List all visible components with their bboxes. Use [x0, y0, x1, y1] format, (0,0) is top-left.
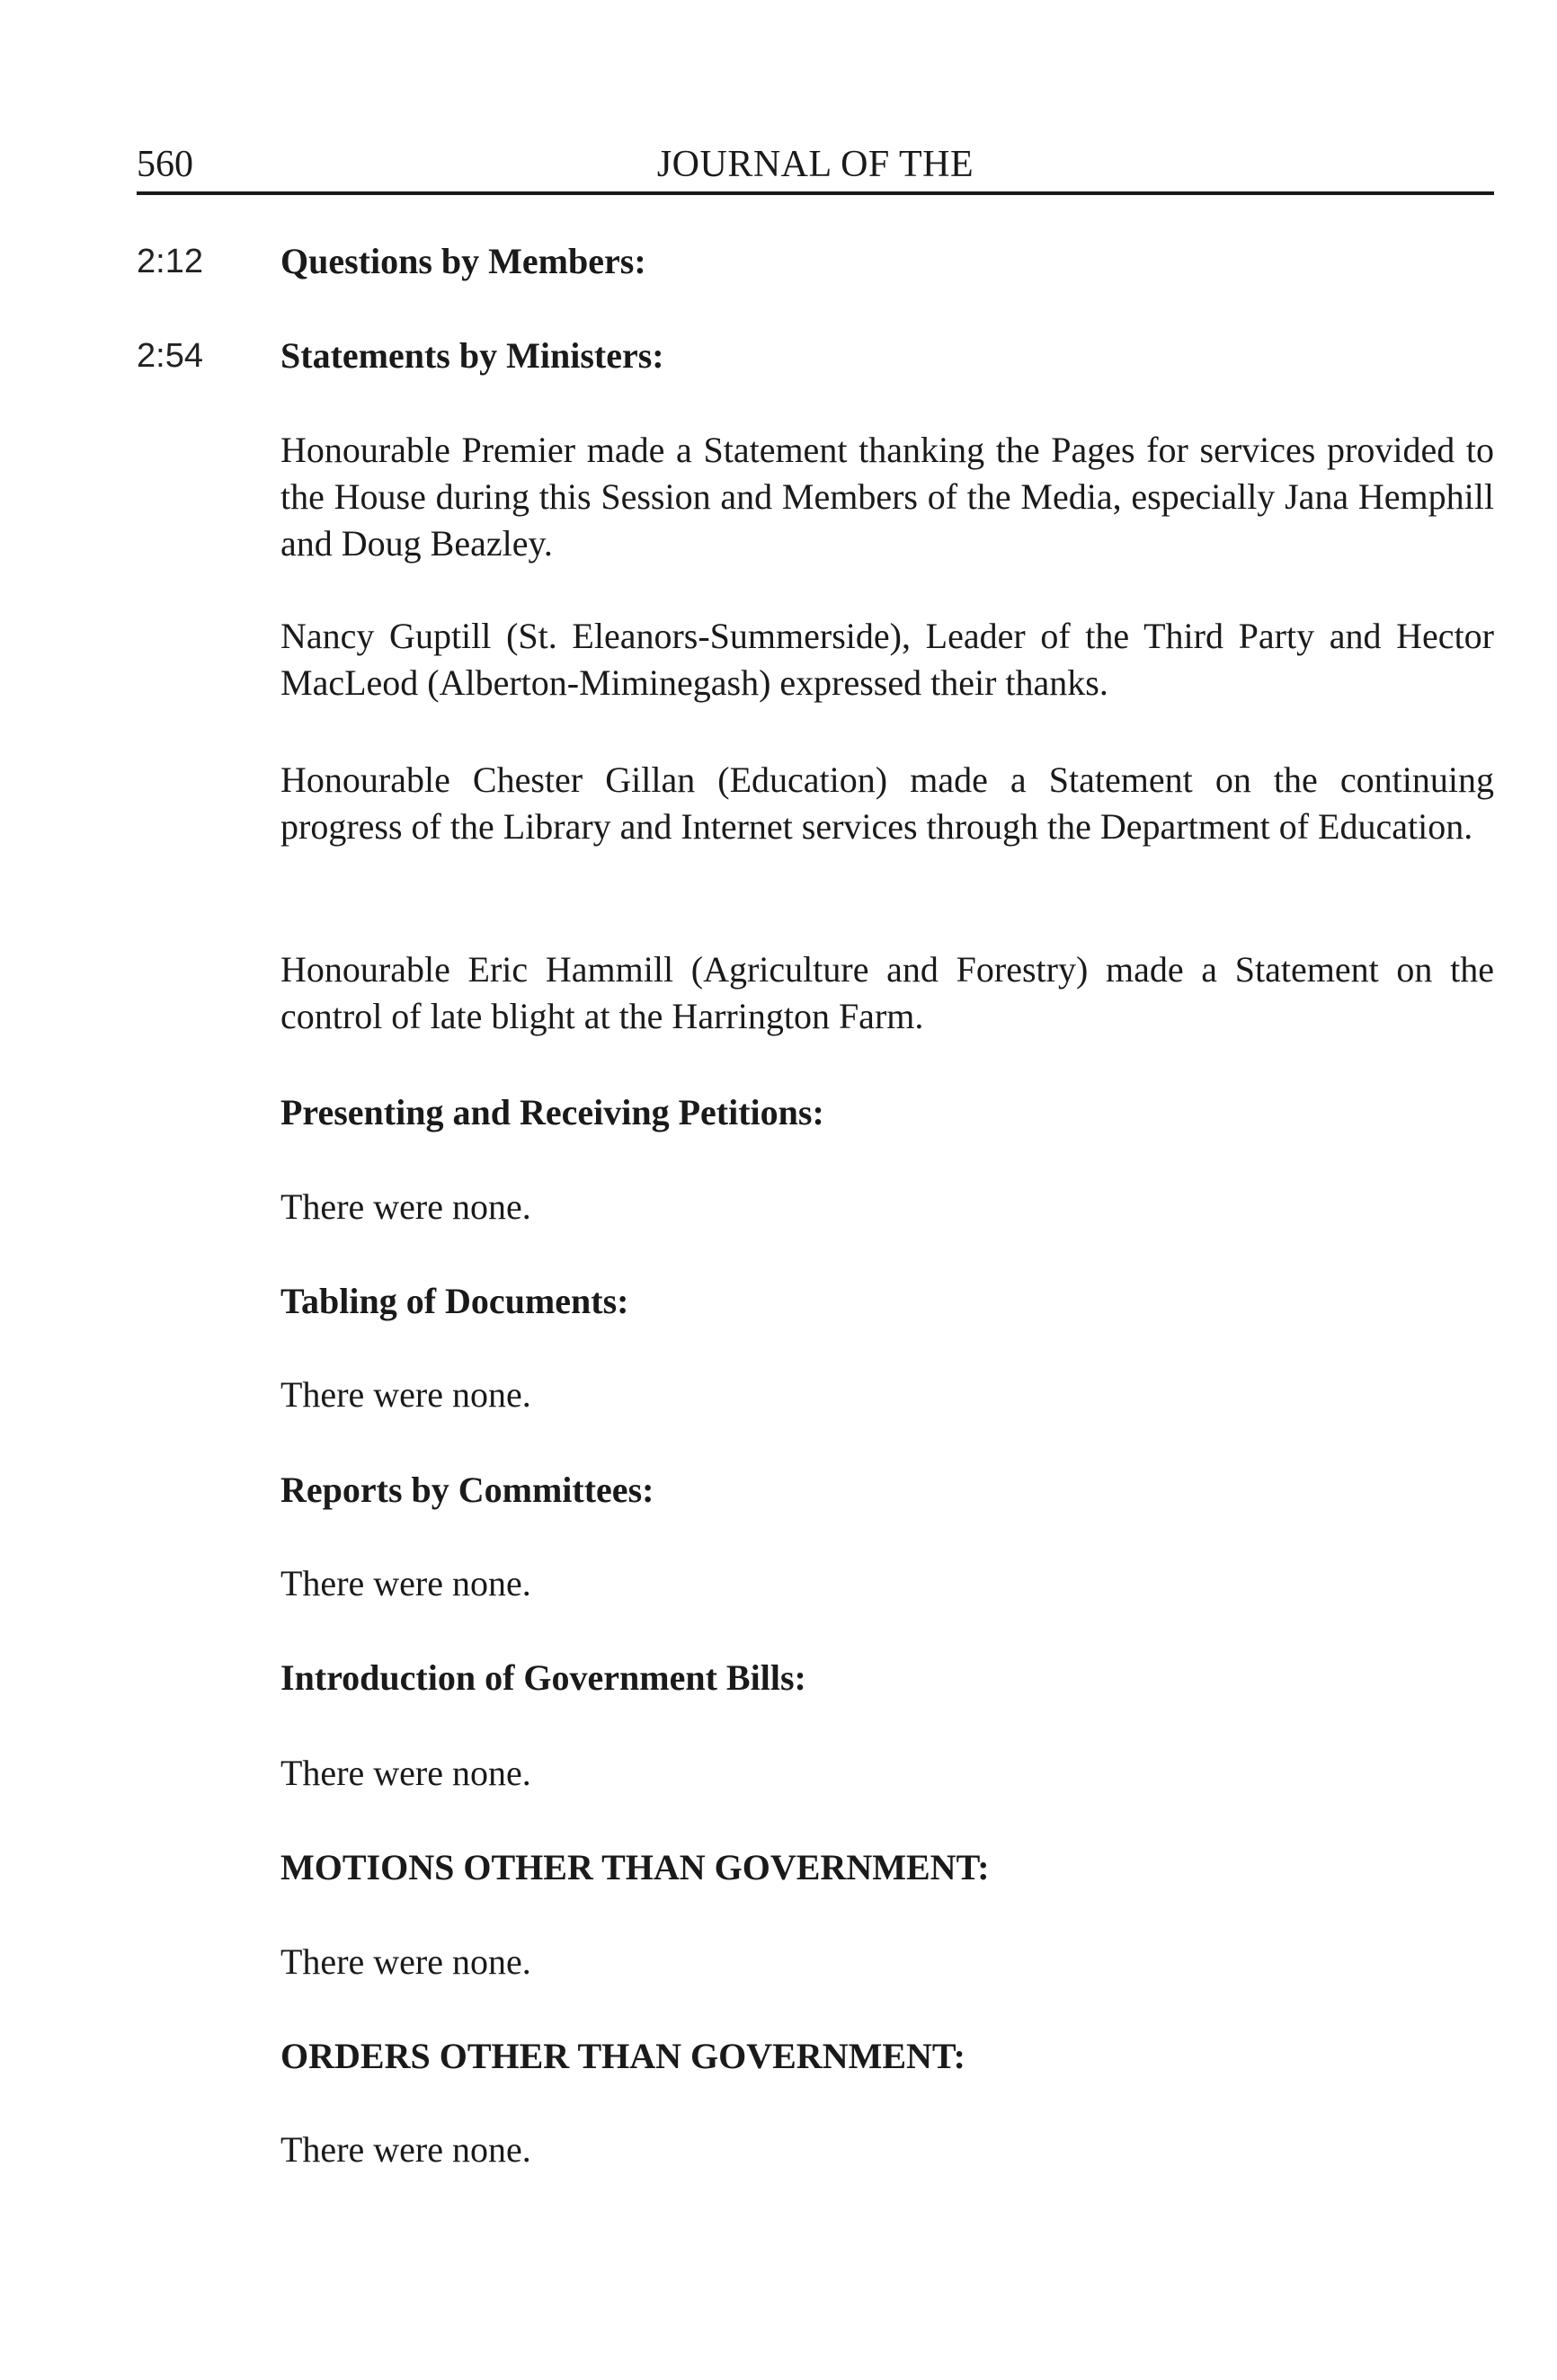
section-heading-government-bills: Introduction of Government Bills: [280, 1657, 806, 1698]
time-stamp: 2:54 [137, 337, 203, 375]
statement-paragraph-thanks: Nancy Guptill (St. Eleanors-Summerside), Leader of the Third Party and Hector MacLeod (Alberton-Miminegash) expressed their thanks. [280, 616, 1494, 703]
section-heading-motions: MOTIONS OTHER THAN GOVERNMENT: [280, 1847, 990, 1887]
section-heading-petitions: Presenting and Receiving Petitions: [280, 1092, 824, 1132]
questions-heading: Questions by Members: [280, 241, 646, 281]
section-body-government-bills: There were none. [280, 1753, 531, 1793]
section-body-petitions: There were none. [280, 1186, 531, 1227]
page-header [137, 139, 1494, 190]
header-rule [137, 191, 1494, 195]
section-heading-committees: Reports by Committees: [280, 1470, 654, 1510]
time-stamp: 2:12 [137, 243, 203, 280]
statement-paragraph-premier: Honourable Premier made a Statement thanking the Pages for services provided to the House during this Session and Members of the Media, especially Jana Hemphill and Doug Beazley. [280, 430, 1494, 564]
section-body-motions: There were none. [280, 1941, 531, 1982]
section-body-orders: There were none. [280, 2129, 531, 2170]
section-body-tabling: There were none. [280, 1374, 531, 1415]
statement-paragraph-agriculture: Honourable Eric Hammill (Agriculture and Forestry) made a Statement on the control of late blight at the Harrington Farm. [280, 949, 1494, 1036]
statement-paragraph-education: Honourable Chester Gillan (Education) made a Statement on the continuing progress of the Library and Internet services through the Department of Education. [280, 759, 1494, 847]
statements-heading: Statements by Ministers: [280, 335, 664, 376]
page-number: 560 [137, 144, 193, 185]
section-heading-tabling: Tabling of Documents: [280, 1281, 629, 1321]
section-heading-orders: ORDERS OTHER THAN GOVERNMENT: [280, 2036, 965, 2076]
section-body-committees: There were none. [280, 1563, 531, 1603]
running-title: JOURNAL OF THE [656, 144, 974, 185]
